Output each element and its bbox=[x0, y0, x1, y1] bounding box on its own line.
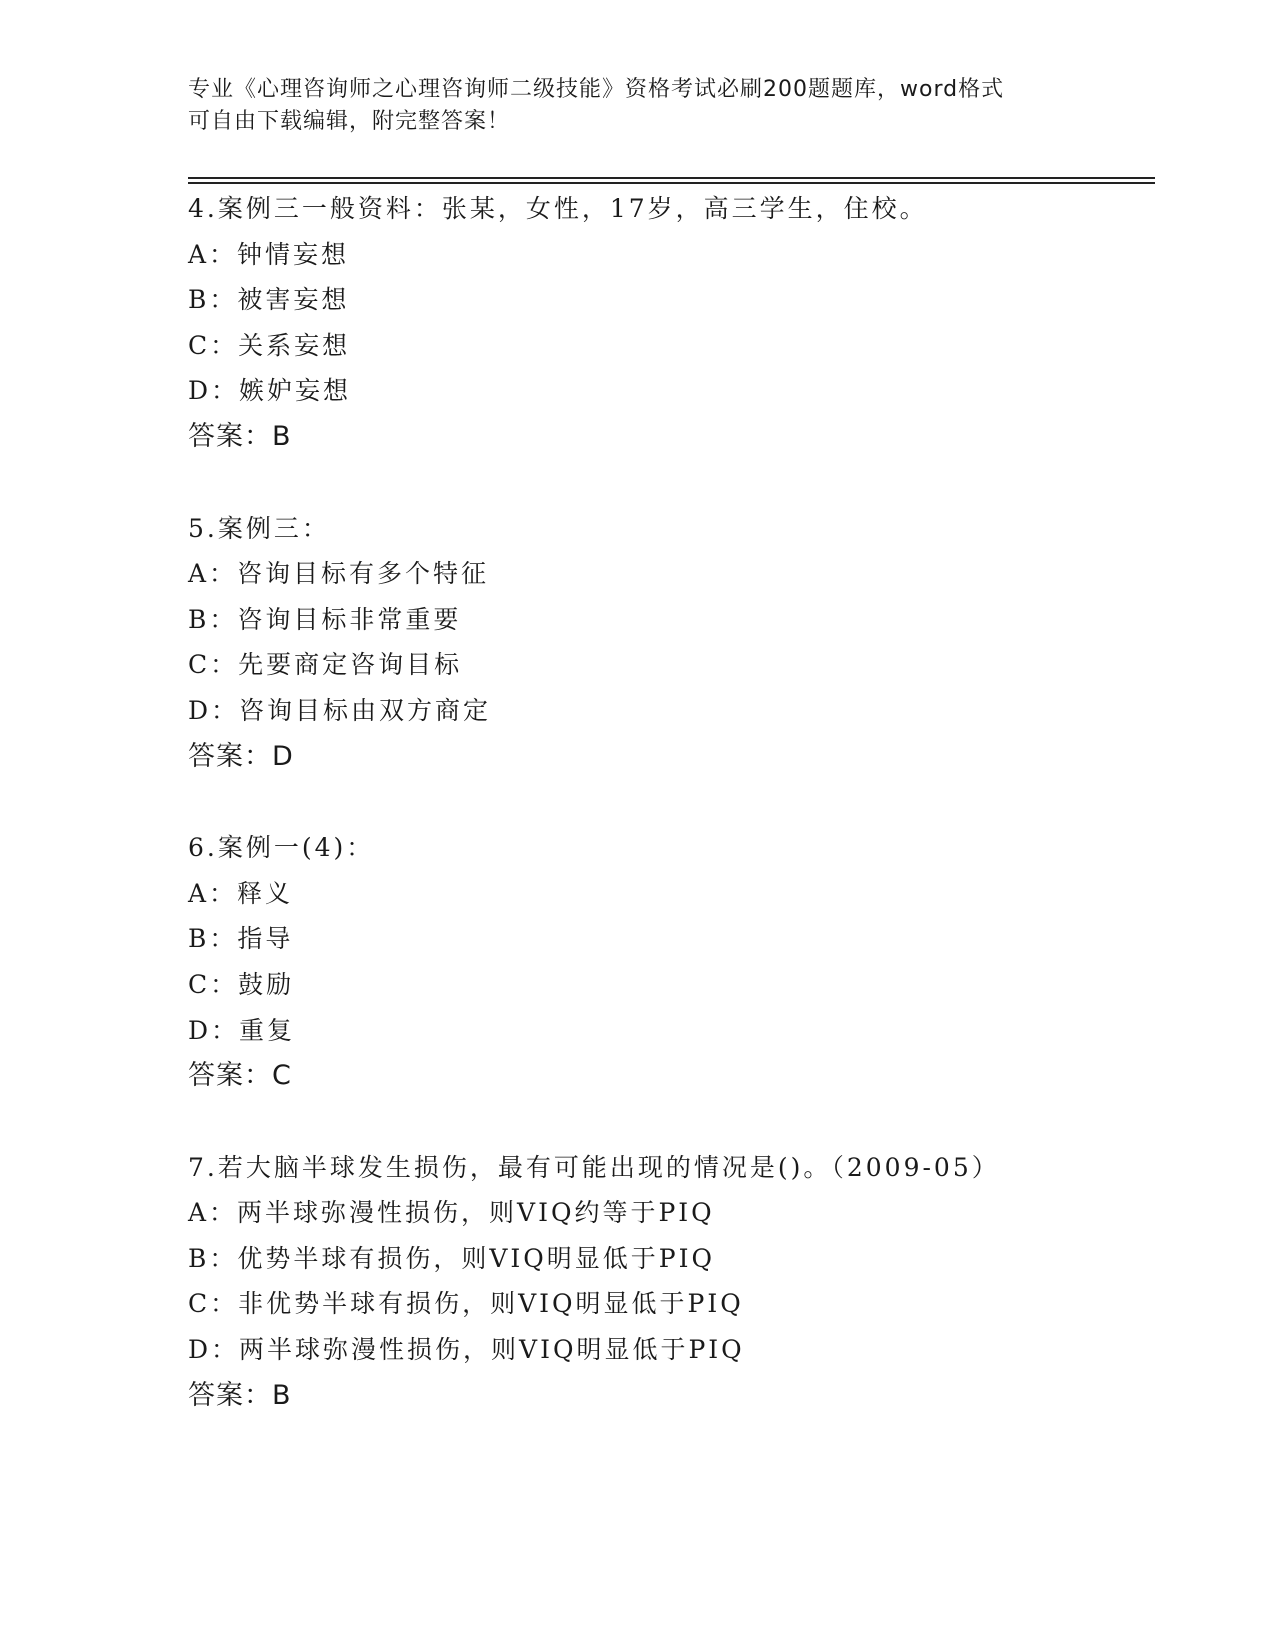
option-c: C：关系妄想 bbox=[188, 330, 351, 360]
question-5 bbox=[188, 506, 1148, 780]
option-c: C：先要商定咨询目标 bbox=[188, 650, 463, 680]
question-stem: 6.案例一(4)： bbox=[188, 833, 375, 863]
answer-line: 答案：C bbox=[188, 1060, 292, 1092]
option-a: A：咨询目标有多个特征 bbox=[188, 559, 490, 589]
option-b: B：优势半球有损伤，则VIQ明显低于PIQ bbox=[188, 1243, 715, 1273]
question-stem: 7.若大脑半球发生损伤，最有可能出现的情况是()。（2009-05） bbox=[188, 1152, 1000, 1182]
question-4 bbox=[188, 186, 1148, 460]
option-a: A：钟情妄想 bbox=[188, 239, 350, 269]
option-d: D：两半球弥漫性损伤，则VIQ明显低于PIQ bbox=[188, 1335, 745, 1365]
option-c: C：鼓励 bbox=[188, 969, 295, 999]
question-7 bbox=[188, 1145, 1148, 1419]
header-divider-bottom bbox=[188, 182, 1155, 184]
option-d: D：嫉妒妄想 bbox=[188, 376, 352, 406]
option-b: B：被害妄想 bbox=[188, 285, 350, 315]
question-list bbox=[188, 186, 1148, 1418]
option-b: B：咨询目标非常重要 bbox=[188, 604, 462, 634]
header-line-1: 专业《心理咨询师之心理咨询师二级技能》资格考试必刷200题题库，word格式 bbox=[188, 77, 1005, 102]
option-c: C：非优势半球有损伤，则VIQ明显低于PIQ bbox=[188, 1289, 744, 1319]
option-a: A：两半球弥漫性损伤，则VIQ约等于PIQ bbox=[188, 1198, 715, 1228]
header-divider-top bbox=[188, 177, 1155, 179]
question-stem: 4.案例三一般资料：张某，女性，17岁，高三学生，住校。 bbox=[188, 194, 928, 223]
answer-line: 答案：B bbox=[188, 420, 292, 452]
option-b: B：指导 bbox=[188, 924, 294, 954]
option-a: A：释义 bbox=[188, 878, 294, 908]
spacer bbox=[188, 460, 1148, 506]
document-header bbox=[188, 74, 1088, 138]
header-line-2: 可自由下载编辑，附完整答案！ bbox=[188, 109, 511, 134]
option-d: D：重复 bbox=[188, 1015, 296, 1045]
option-d: D：咨询目标由双方商定 bbox=[188, 695, 492, 725]
question-stem: 5.案例三： bbox=[188, 513, 330, 543]
spacer bbox=[188, 1099, 1148, 1145]
answer-line: 答案：D bbox=[188, 740, 294, 772]
question-6 bbox=[188, 825, 1148, 1099]
answer-line: 答案：B bbox=[188, 1379, 292, 1411]
spacer bbox=[188, 779, 1148, 825]
